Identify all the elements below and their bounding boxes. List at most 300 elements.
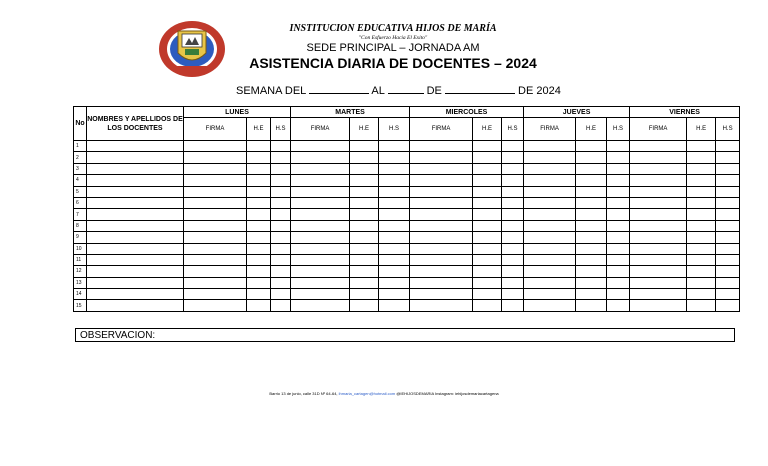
hs-cell-martes[interactable] (379, 197, 410, 208)
he-cell-lunes[interactable] (247, 152, 271, 163)
table-row (74, 300, 740, 311)
firma-cell-miercoles[interactable] (410, 232, 473, 243)
hs-cell-lunes[interactable] (271, 197, 291, 208)
he-cell-viernes[interactable] (687, 277, 716, 288)
row-number: 14 (74, 289, 87, 300)
subheader-he-martes: H.E (350, 118, 379, 141)
firma-cell-jueves[interactable] (524, 277, 576, 288)
he-cell-lunes[interactable] (247, 209, 271, 220)
he-cell-lunes[interactable] (247, 141, 271, 152)
firma-cell-lunes[interactable] (184, 141, 247, 152)
firma-cell-viernes[interactable] (630, 266, 687, 277)
table-row (74, 254, 740, 265)
row-number: 13 (74, 277, 87, 288)
firma-cell-viernes[interactable] (630, 289, 687, 300)
hs-cell-miercoles[interactable] (502, 186, 524, 197)
subheader-firma-viernes: FIRMA (630, 118, 687, 141)
table-row (74, 243, 740, 254)
row-number: 5 (74, 186, 87, 197)
he-cell-viernes[interactable] (687, 209, 716, 220)
firma-cell-martes[interactable] (291, 232, 350, 243)
he-cell-lunes[interactable] (247, 163, 271, 174)
he-cell-miercoles[interactable] (473, 289, 502, 300)
firma-cell-martes[interactable] (291, 209, 350, 220)
he-cell-lunes[interactable] (247, 220, 271, 231)
he-cell-lunes[interactable] (247, 277, 271, 288)
week-start-blank[interactable] (309, 84, 369, 94)
firma-cell-lunes[interactable] (184, 243, 247, 254)
hs-cell-martes[interactable] (379, 289, 410, 300)
attendance-table (73, 106, 740, 312)
firma-cell-jueves[interactable] (524, 197, 576, 208)
he-cell-martes[interactable] (350, 197, 379, 208)
firma-cell-lunes[interactable] (184, 289, 247, 300)
firma-cell-viernes[interactable] (630, 243, 687, 254)
docente-name-cell[interactable] (87, 175, 184, 186)
docente-name-cell[interactable] (87, 266, 184, 277)
firma-cell-jueves[interactable] (524, 266, 576, 277)
hs-cell-viernes[interactable] (716, 254, 740, 265)
he-cell-martes[interactable] (350, 220, 379, 231)
row-number: 10 (74, 243, 87, 254)
he-cell-martes[interactable] (350, 243, 379, 254)
he-cell-miercoles[interactable] (473, 266, 502, 277)
he-cell-miercoles[interactable] (473, 277, 502, 288)
table-row (74, 141, 740, 152)
he-cell-lunes[interactable] (247, 254, 271, 265)
subheader-hs-viernes: H.S (716, 118, 740, 141)
hs-cell-lunes[interactable] (271, 277, 291, 288)
hs-cell-jueves[interactable] (607, 243, 630, 254)
he-cell-lunes[interactable] (247, 197, 271, 208)
school-logo (156, 19, 228, 79)
hs-cell-viernes[interactable] (716, 186, 740, 197)
week-year-label: DE 2024 (518, 85, 561, 97)
firma-cell-lunes[interactable] (184, 175, 247, 186)
he-cell-jueves[interactable] (576, 197, 607, 208)
hs-cell-lunes[interactable] (271, 243, 291, 254)
hs-cell-miercoles[interactable] (502, 220, 524, 231)
hs-cell-jueves[interactable] (607, 277, 630, 288)
row-number: 9 (74, 232, 87, 243)
he-cell-miercoles[interactable] (473, 141, 502, 152)
docente-name-cell[interactable] (87, 289, 184, 300)
he-cell-martes[interactable] (350, 186, 379, 197)
hs-cell-martes[interactable] (379, 243, 410, 254)
he-cell-jueves[interactable] (576, 277, 607, 288)
he-cell-miercoles[interactable] (473, 232, 502, 243)
he-cell-martes[interactable] (350, 209, 379, 220)
institution-header (248, 23, 538, 72)
firma-cell-jueves[interactable] (524, 163, 576, 174)
docente-name-cell[interactable] (87, 232, 184, 243)
firma-cell-viernes[interactable] (630, 163, 687, 174)
table-row (74, 266, 740, 277)
hs-cell-viernes[interactable] (716, 232, 740, 243)
subheader-hs-lunes: H.S (271, 118, 291, 141)
hs-cell-martes[interactable] (379, 266, 410, 277)
hs-cell-jueves[interactable] (607, 186, 630, 197)
he-cell-miercoles[interactable] (473, 186, 502, 197)
he-cell-miercoles[interactable] (473, 300, 502, 311)
firma-cell-martes[interactable] (291, 277, 350, 288)
he-cell-viernes[interactable] (687, 163, 716, 174)
hs-cell-viernes[interactable] (716, 152, 740, 163)
firma-cell-jueves[interactable] (524, 186, 576, 197)
hs-cell-miercoles[interactable] (502, 197, 524, 208)
he-cell-martes[interactable] (350, 254, 379, 265)
hs-cell-viernes[interactable] (716, 197, 740, 208)
he-cell-miercoles[interactable] (473, 254, 502, 265)
he-cell-lunes[interactable] (247, 175, 271, 186)
firma-cell-miercoles[interactable] (410, 243, 473, 254)
firma-cell-viernes[interactable] (630, 186, 687, 197)
row-number: 6 (74, 197, 87, 208)
docente-name-cell[interactable] (87, 277, 184, 288)
hs-cell-jueves[interactable] (607, 300, 630, 311)
firma-cell-lunes[interactable] (184, 266, 247, 277)
docente-name-cell[interactable] (87, 209, 184, 220)
he-cell-martes[interactable] (350, 163, 379, 174)
row-number: 1 (74, 141, 87, 152)
hs-cell-lunes[interactable] (271, 209, 291, 220)
hs-cell-jueves[interactable] (607, 266, 630, 277)
he-cell-lunes[interactable] (247, 243, 271, 254)
firma-cell-viernes[interactable] (630, 152, 687, 163)
hs-cell-martes[interactable] (379, 163, 410, 174)
hs-cell-jueves[interactable] (607, 152, 630, 163)
table-row (74, 197, 740, 208)
firma-cell-martes[interactable] (291, 289, 350, 300)
firma-cell-viernes[interactable] (630, 220, 687, 231)
firma-cell-miercoles[interactable] (410, 175, 473, 186)
hs-cell-lunes[interactable] (271, 220, 291, 231)
week-de-label: DE (426, 85, 442, 97)
hs-cell-lunes[interactable] (271, 254, 291, 265)
hs-cell-miercoles[interactable] (502, 152, 524, 163)
he-cell-martes[interactable] (350, 152, 379, 163)
hs-cell-viernes[interactable] (716, 277, 740, 288)
firma-cell-martes[interactable] (291, 141, 350, 152)
he-cell-lunes[interactable] (247, 300, 271, 311)
hs-cell-viernes[interactable] (716, 220, 740, 231)
week-line (236, 84, 561, 97)
he-cell-martes[interactable] (350, 232, 379, 243)
he-cell-viernes[interactable] (687, 197, 716, 208)
hs-cell-jueves[interactable] (607, 141, 630, 152)
hs-cell-viernes[interactable] (716, 300, 740, 311)
firma-cell-jueves[interactable] (524, 289, 576, 300)
footer-email[interactable]: ihmaria_cartagen@hotmail.com (338, 391, 396, 396)
he-cell-viernes[interactable] (687, 254, 716, 265)
he-cell-jueves[interactable] (576, 232, 607, 243)
firma-cell-martes[interactable] (291, 197, 350, 208)
firma-cell-lunes[interactable] (184, 232, 247, 243)
hs-cell-viernes[interactable] (716, 163, 740, 174)
he-cell-miercoles[interactable] (473, 163, 502, 174)
subheader-hs-jueves: H.S (607, 118, 630, 141)
row-number: 7 (74, 209, 87, 220)
he-cell-jueves[interactable] (576, 266, 607, 277)
hs-cell-lunes[interactable] (271, 232, 291, 243)
firma-cell-miercoles[interactable] (410, 277, 473, 288)
firma-cell-lunes[interactable] (184, 152, 247, 163)
firma-cell-miercoles[interactable] (410, 197, 473, 208)
subheader-he-lunes: H.E (247, 118, 271, 141)
subheader-hs-miercoles: H.S (502, 118, 524, 141)
subheader-firma-martes: FIRMA (291, 118, 350, 141)
hs-cell-lunes[interactable] (271, 152, 291, 163)
hs-cell-jueves[interactable] (607, 163, 630, 174)
docente-name-cell[interactable] (87, 163, 184, 174)
hs-cell-viernes[interactable] (716, 141, 740, 152)
hs-cell-viernes[interactable] (716, 289, 740, 300)
hs-cell-lunes[interactable] (271, 141, 291, 152)
he-cell-jueves[interactable] (576, 175, 607, 186)
hs-cell-jueves[interactable] (607, 289, 630, 300)
firma-cell-miercoles[interactable] (410, 163, 473, 174)
sede-label: SEDE PRINCIPAL – JORNADA AM (306, 42, 480, 54)
firma-cell-martes[interactable] (291, 186, 350, 197)
no-header: No (74, 107, 87, 141)
hs-cell-lunes[interactable] (271, 289, 291, 300)
row-number: 2 (74, 152, 87, 163)
firma-cell-jueves[interactable] (524, 175, 576, 186)
hs-cell-miercoles[interactable] (502, 254, 524, 265)
hs-cell-viernes[interactable] (716, 243, 740, 254)
firma-cell-jueves[interactable] (524, 220, 576, 231)
firma-cell-miercoles[interactable] (410, 300, 473, 311)
table-row (74, 186, 740, 197)
he-cell-miercoles[interactable] (473, 197, 502, 208)
he-cell-martes[interactable] (350, 266, 379, 277)
he-cell-viernes[interactable] (687, 152, 716, 163)
he-cell-jueves[interactable] (576, 300, 607, 311)
day-header-miercoles: MIERCOLES (410, 107, 524, 118)
docente-name-cell[interactable] (87, 300, 184, 311)
school-crest-icon (156, 19, 228, 79)
docente-name-cell[interactable] (87, 197, 184, 208)
row-number: 3 (74, 163, 87, 174)
firma-cell-miercoles[interactable] (410, 141, 473, 152)
hs-cell-martes[interactable] (379, 152, 410, 163)
docente-name-cell[interactable] (87, 220, 184, 231)
firma-cell-miercoles[interactable] (410, 254, 473, 265)
week-end-blank[interactable] (388, 84, 424, 94)
he-cell-jueves[interactable] (576, 254, 607, 265)
he-cell-jueves[interactable] (576, 209, 607, 220)
hs-cell-lunes[interactable] (271, 266, 291, 277)
he-cell-miercoles[interactable] (473, 209, 502, 220)
hs-cell-lunes[interactable] (271, 300, 291, 311)
hs-cell-martes[interactable] (379, 254, 410, 265)
firma-cell-miercoles[interactable] (410, 209, 473, 220)
week-label: SEMANA DEL (236, 85, 306, 97)
hs-cell-jueves[interactable] (607, 254, 630, 265)
he-cell-martes[interactable] (350, 175, 379, 186)
week-month-blank[interactable] (445, 84, 515, 94)
hs-cell-martes[interactable] (379, 209, 410, 220)
hs-cell-jueves[interactable] (607, 232, 630, 243)
table-row (74, 220, 740, 231)
hs-cell-jueves[interactable] (607, 197, 630, 208)
firma-cell-jueves[interactable] (524, 254, 576, 265)
firma-cell-miercoles[interactable] (410, 152, 473, 163)
he-cell-viernes[interactable] (687, 266, 716, 277)
hs-cell-miercoles[interactable] (502, 141, 524, 152)
hs-cell-miercoles[interactable] (502, 277, 524, 288)
hs-cell-miercoles[interactable] (502, 266, 524, 277)
firma-cell-viernes[interactable] (630, 232, 687, 243)
firma-cell-lunes[interactable] (184, 163, 247, 174)
he-cell-viernes[interactable] (687, 175, 716, 186)
he-cell-martes[interactable] (350, 289, 379, 300)
he-cell-martes[interactable] (350, 277, 379, 288)
subheader-he-miercoles: H.E (473, 118, 502, 141)
hs-cell-jueves[interactable] (607, 175, 630, 186)
he-cell-viernes[interactable] (687, 141, 716, 152)
firma-cell-miercoles[interactable] (410, 220, 473, 231)
firma-cell-viernes[interactable] (630, 141, 687, 152)
he-cell-lunes[interactable] (247, 232, 271, 243)
firma-cell-miercoles[interactable] (410, 266, 473, 277)
he-cell-viernes[interactable] (687, 300, 716, 311)
firma-cell-jueves[interactable] (524, 243, 576, 254)
firma-cell-jueves[interactable] (524, 141, 576, 152)
he-cell-miercoles[interactable] (473, 152, 502, 163)
table-row (74, 289, 740, 300)
institution-name: INSTITUCION EDUCATIVA HIJOS DE MARÍA (289, 23, 497, 34)
he-cell-jueves[interactable] (576, 163, 607, 174)
hs-cell-martes[interactable] (379, 277, 410, 288)
firma-cell-martes[interactable] (291, 254, 350, 265)
hs-cell-martes[interactable] (379, 232, 410, 243)
subheader-hs-martes: H.S (379, 118, 410, 141)
hs-cell-lunes[interactable] (271, 175, 291, 186)
hs-cell-lunes[interactable] (271, 163, 291, 174)
firma-cell-viernes[interactable] (630, 209, 687, 220)
subheader-he-jueves: H.E (576, 118, 607, 141)
he-cell-miercoles[interactable] (473, 243, 502, 254)
table-row (74, 209, 740, 220)
he-cell-jueves[interactable] (576, 243, 607, 254)
footer-address: Barrio 13 de junio, calle 31D Nº 64-64, (269, 391, 338, 396)
hs-cell-viernes[interactable] (716, 266, 740, 277)
week-al-label: AL (371, 85, 385, 97)
he-cell-jueves[interactable] (576, 186, 607, 197)
he-cell-martes[interactable] (350, 141, 379, 152)
he-cell-viernes[interactable] (687, 186, 716, 197)
hs-cell-martes[interactable] (379, 300, 410, 311)
footer-social: @IEHIJOSDEMARIA Instagram: iehijosdemariacartagena (396, 391, 499, 396)
firma-cell-lunes[interactable] (184, 209, 247, 220)
he-cell-miercoles[interactable] (473, 175, 502, 186)
firma-cell-viernes[interactable] (630, 197, 687, 208)
firma-cell-jueves[interactable] (524, 232, 576, 243)
row-number: 11 (74, 254, 87, 265)
hs-cell-miercoles[interactable] (502, 209, 524, 220)
hs-cell-viernes[interactable] (716, 175, 740, 186)
table-row (74, 232, 740, 243)
hs-cell-miercoles[interactable] (502, 163, 524, 174)
firma-cell-miercoles[interactable] (410, 186, 473, 197)
hs-cell-lunes[interactable] (271, 186, 291, 197)
firma-cell-jueves[interactable] (524, 152, 576, 163)
he-cell-viernes[interactable] (687, 243, 716, 254)
firma-cell-lunes[interactable] (184, 277, 247, 288)
firma-cell-lunes[interactable] (184, 220, 247, 231)
hs-cell-jueves[interactable] (607, 209, 630, 220)
hs-cell-martes[interactable] (379, 175, 410, 186)
hs-cell-martes[interactable] (379, 186, 410, 197)
firma-cell-viernes[interactable] (630, 277, 687, 288)
he-cell-lunes[interactable] (247, 289, 271, 300)
observacion-box[interactable] (75, 328, 735, 342)
table-row (74, 175, 740, 186)
firma-cell-martes[interactable] (291, 175, 350, 186)
he-cell-jueves[interactable] (576, 289, 607, 300)
hs-cell-viernes[interactable] (716, 209, 740, 220)
he-cell-jueves[interactable] (576, 220, 607, 231)
row-number: 12 (74, 266, 87, 277)
hs-cell-martes[interactable] (379, 220, 410, 231)
he-cell-lunes[interactable] (247, 266, 271, 277)
hs-cell-miercoles[interactable] (502, 175, 524, 186)
table-row (74, 163, 740, 174)
firma-cell-martes[interactable] (291, 220, 350, 231)
firma-cell-viernes[interactable] (630, 254, 687, 265)
hs-cell-miercoles[interactable] (502, 289, 524, 300)
docente-name-cell[interactable] (87, 254, 184, 265)
firma-cell-martes[interactable] (291, 163, 350, 174)
docente-name-cell[interactable] (87, 186, 184, 197)
footer (0, 391, 768, 396)
firma-cell-jueves[interactable] (524, 209, 576, 220)
firma-cell-viernes[interactable] (630, 300, 687, 311)
firma-cell-martes[interactable] (291, 266, 350, 277)
firma-cell-martes[interactable] (291, 152, 350, 163)
he-cell-lunes[interactable] (247, 186, 271, 197)
firma-cell-lunes[interactable] (184, 197, 247, 208)
he-cell-viernes[interactable] (687, 232, 716, 243)
subheader-he-viernes: H.E (687, 118, 716, 141)
row-number: 15 (74, 300, 87, 311)
hs-cell-miercoles[interactable] (502, 232, 524, 243)
hs-cell-miercoles[interactable] (502, 243, 524, 254)
firma-cell-lunes[interactable] (184, 186, 247, 197)
he-cell-viernes[interactable] (687, 289, 716, 300)
document-title: ASISTENCIA DIARIA DE DOCENTES – 2024 (249, 55, 537, 71)
hs-cell-martes[interactable] (379, 141, 410, 152)
docente-name-cell[interactable] (87, 243, 184, 254)
he-cell-jueves[interactable] (576, 141, 607, 152)
he-cell-miercoles[interactable] (473, 220, 502, 231)
firma-cell-lunes[interactable] (184, 254, 247, 265)
firma-cell-martes[interactable] (291, 300, 350, 311)
hs-cell-miercoles[interactable] (502, 300, 524, 311)
firma-cell-viernes[interactable] (630, 175, 687, 186)
firma-cell-lunes[interactable] (184, 300, 247, 311)
hs-cell-jueves[interactable] (607, 220, 630, 231)
firma-cell-jueves[interactable] (524, 300, 576, 311)
docente-name-cell[interactable] (87, 141, 184, 152)
he-cell-jueves[interactable] (576, 152, 607, 163)
docente-name-cell[interactable] (87, 152, 184, 163)
he-cell-viernes[interactable] (687, 220, 716, 231)
firma-cell-martes[interactable] (291, 243, 350, 254)
he-cell-martes[interactable] (350, 300, 379, 311)
firma-cell-miercoles[interactable] (410, 289, 473, 300)
